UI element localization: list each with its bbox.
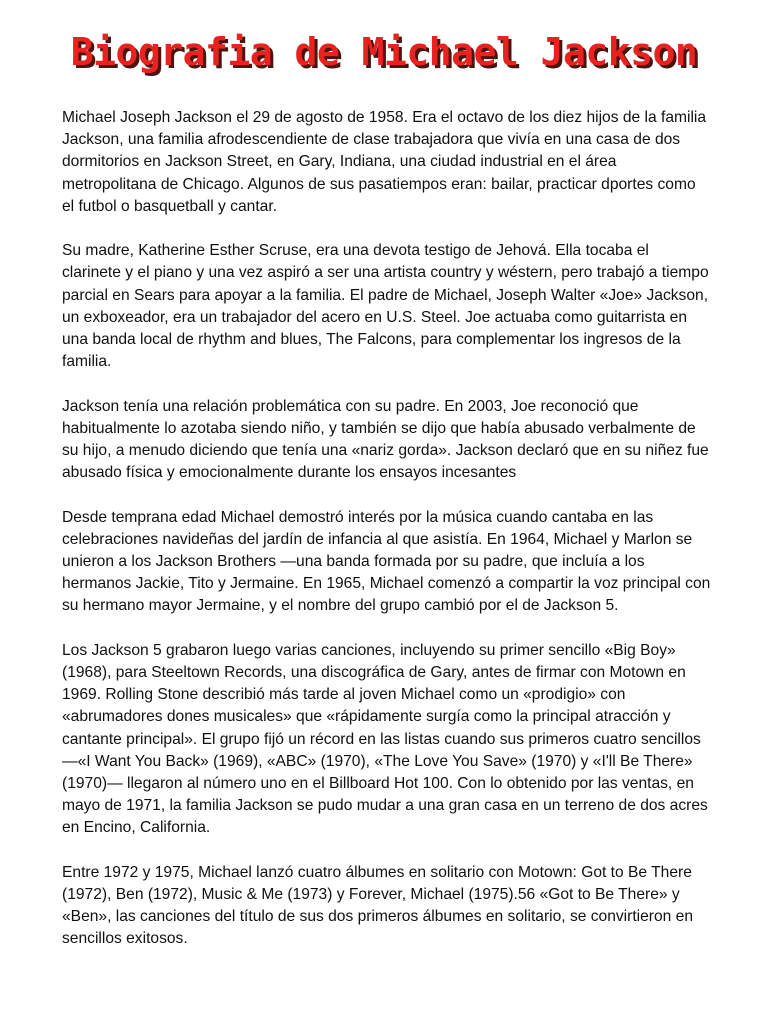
page-title: Biografia de Michael Jackson [70,30,698,74]
paragraph-birth: Michael Joseph Jackson el 29 de agosto de 1958. Era el octavo de los diez hijos de la familia Jackson, una familia afrodescendiente de clase trabajadora que vivía en una casa de dos dormitorios en Jackson Street, en Gary, Indiana, una ciudad industrial en el área metropolitana de Chicago. Algunos de sus pasatiempos eran: bailar, practicar dportes como el futbol o basquetball y cantar. [62,109,707,215]
paragraph-solo-albums: Entre 1972 y 1975, Michael lanzó cuatro álbumes en solitario con Motown: Got to Be There (1972), Ben (1972), Music & Me (1973) y Forever, Michael (1975).56 «Got to Be There» y «Ben», las canciones del título de sus dos primeros álbumes en solitario, se convirtieron en sencillos exitosos. [62,863,694,948]
paragraph-jackson-5: Los Jackson 5 grabaron luego varias canciones, incluyendo su primer sencillo «Big Boy» (1968), para Steeltown Records, una discográfica de Gary, antes de firmar con Motown en 1969. Rolling Stone describió más tarde al joven Michael como un «prodigio» con «abrumadores dones musicales» que «rápidamente surgía como la principal atracción y cantante principal». El grupo fijó un récord en las listas cuando sus primeros cuatro sencillos —«I Want You Back» (1969), «ABC» (1970), «The Love You Save» (1970) y «I'll Be There» (1970)— llegaron al número uno en el Billboard Hot 100. Con lo obtenido por las ventas, en mayo de 1971, la familia Jackson se pudo mudar a una gran casa en un terreno de dos acres en Encino, California. [62,641,708,837]
paragraph-parents: Su madre, Katherine Esther Scruse, era una devota testigo de Jehová. Ella tocaba el clarinete y el piano y una vez aspiró a ser una artista country y wéstern, pero trabajó a tiempo parcial en Sears para apoyar a la familia. El padre de Michael, Joseph Walter «Joe» Jackson, un exboxeador, era un trabajador del acero en U.S. Steel. Joe actuaba como guitarrista en una banda local de rhythm and blues, The Falcons, para complementar los ingresos de la familia. [62,242,709,371]
paragraph-early-music: Desde temprana edad Michael demostró interés por la música cuando cantaba en las celebraciones navideñas del jardín de infancia al que asistía. En 1964, Michael y Marlon se unieron a los Jackson Brothers —una banda formada por su padre, que incluía a los hermanos Jackie, Tito y Jermaine. En 1965, Michael comenzó a compartir la voz principal con su hermano mayor Jermaine, y el nombre del grupo cambió por el de Jackson 5. [62,508,711,615]
paragraph-father-relationship: Jackson tenía una relación problemática con su padre. En 2003, Joe reconoció que habitualmente lo azotaba siendo niño, y también se dijo que había abusado verbalmente de su hijo, a menudo diciendo que tenía una «nariz gorda». Jackson declaró que en su niñez fue abusado física y emocionalmente durante los ensayos incesantes [62,397,709,482]
biography-body [62,107,712,973]
